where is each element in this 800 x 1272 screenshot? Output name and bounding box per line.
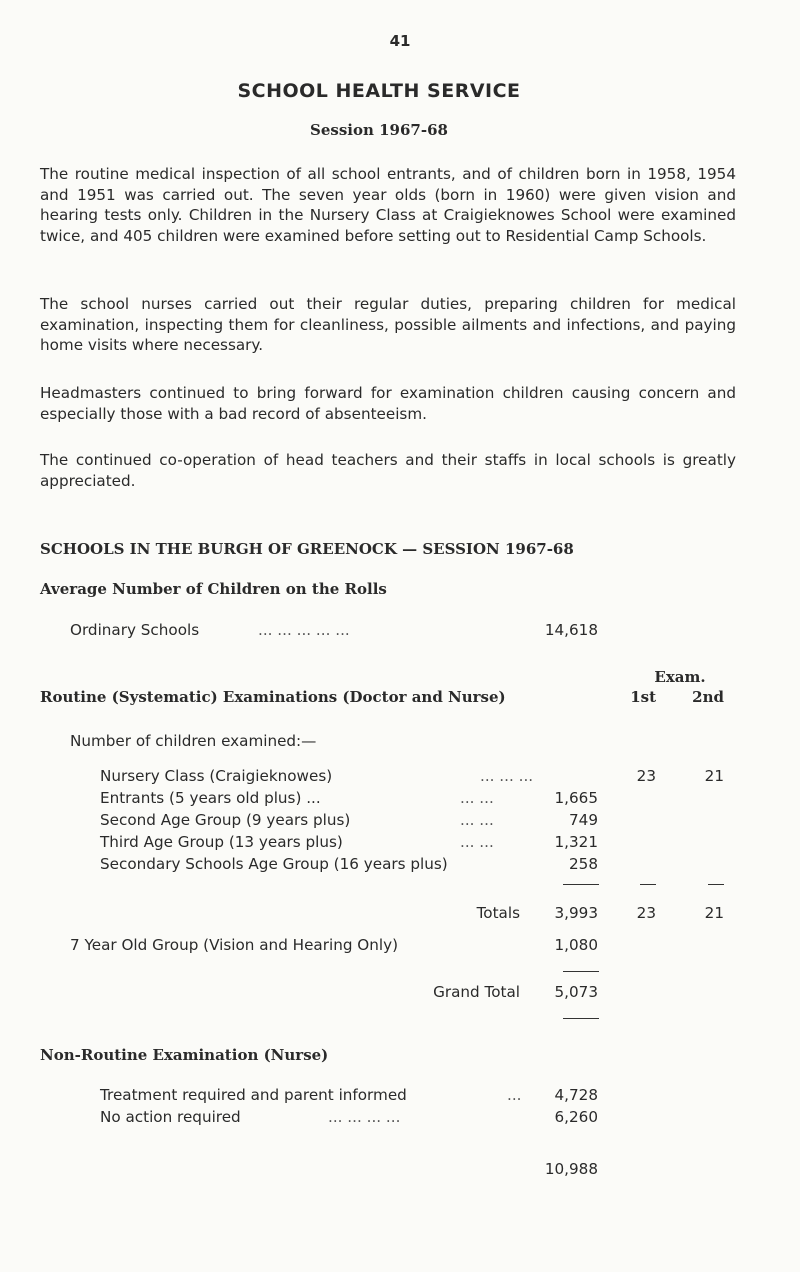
examined-label: Number of children examined:— — [70, 732, 317, 750]
non-routine-no-action-dots: ... ... ... ... — [328, 1108, 401, 1126]
row-third-age-label: Third Age Group (13 years plus) — [100, 833, 343, 851]
row-secondary-label: Secondary Schools Age Group (16 years plus) — [100, 855, 448, 873]
row-second-age-dots: ... ... — [460, 811, 494, 829]
seven-year-label: 7 Year Old Group (Vision and Hearing Only) — [70, 936, 398, 954]
paragraph-headmasters: Headmasters continued to bring forward for examination children causing concern and especially those with a bad record of absenteeism. — [40, 384, 736, 423]
row-secondary-value: 258 — [569, 855, 598, 873]
non-routine-no-action-value: 6,260 — [554, 1108, 598, 1126]
exam-2nd-header: 2nd — [692, 688, 724, 706]
page-title: SCHOOL HEALTH SERVICE — [237, 80, 521, 102]
grand-total-underline — [563, 1018, 599, 1019]
grand-total-rule — [563, 971, 599, 972]
row-nursery-dots: ... ... ... — [480, 767, 534, 785]
exam-column-label: Exam. — [654, 668, 706, 686]
ordinary-schools-dots: ... ... ... ... ... — [258, 621, 350, 639]
non-routine-heading: Non-Routine Examination (Nurse) — [40, 1046, 329, 1064]
row-entrants-value: 1,665 — [554, 789, 598, 807]
row-nursery-label: Nursery Class (Craigieknowes) — [100, 767, 333, 785]
row-third-age-value: 1,321 — [554, 833, 598, 851]
row-entrants-dots: ... ... — [460, 789, 494, 807]
totals-rule-2nd — [708, 884, 724, 885]
session-subtitle: Session 1967-68 — [310, 121, 448, 139]
row-nursery-first: 23 — [636, 767, 656, 785]
non-routine-treatment-dots: ... — [507, 1086, 522, 1104]
non-routine-treatment-label: Treatment required and parent informed — [100, 1086, 407, 1104]
row-entrants-label: Entrants (5 years old plus) ... — [100, 789, 321, 807]
ordinary-schools-value: 14,618 — [544, 621, 598, 639]
row-second-age-value: 749 — [569, 811, 598, 829]
grand-total-value: 5,073 — [554, 983, 598, 1001]
totals-rule-1st — [640, 884, 656, 885]
page-number: 41 — [389, 32, 411, 50]
non-routine-total: 10,988 — [544, 1160, 598, 1178]
row-third-age-dots: ... ... — [460, 833, 494, 851]
routine-heading: Routine (Systematic) Examinations (Doctor and Nurse) — [40, 688, 506, 706]
row-nursery-second: 21 — [704, 767, 724, 785]
paragraph-inspection: The routine medical inspection of all school entrants, and of children born in 1958, 1954 and 1951 was carried out. The seven year olds (born in 1960) were given vision and hearing tests only. Children in the Nursery Class at Craigieknowes School were examined twice, and 405 children were examined before setting out to Residential Camp Schools. — [40, 165, 736, 245]
totals-rule — [563, 884, 599, 885]
seven-year-value: 1,080 — [554, 936, 598, 954]
average-heading: Average Number of Children on the Rolls — [40, 580, 387, 598]
totals-first: 23 — [636, 904, 656, 922]
paragraph-cooperation: The continued co-operation of head teachers and their staffs in local schools is greatly appreciated. — [40, 451, 736, 490]
exam-1st-header: 1st — [630, 688, 656, 706]
paragraph-nurses: The school nurses carried out their regular duties, preparing children for medical examination, inspecting them for cleanliness, possible ailments and infections, and paying home visits where necessary. — [40, 295, 736, 355]
ordinary-schools-label: Ordinary Schools — [70, 621, 200, 639]
grand-total-label: Grand Total — [433, 983, 520, 1001]
non-routine-no-action-label: No action required — [100, 1108, 241, 1126]
non-routine-treatment-value: 4,728 — [554, 1086, 598, 1104]
schools-heading: SCHOOLS IN THE BURGH OF GREENOCK — SESSION 1967-68 — [40, 540, 574, 558]
totals-value: 3,993 — [554, 904, 598, 922]
row-second-age-label: Second Age Group (9 years plus) — [100, 811, 351, 829]
totals-second: 21 — [704, 904, 724, 922]
totals-label: Totals — [476, 904, 520, 922]
